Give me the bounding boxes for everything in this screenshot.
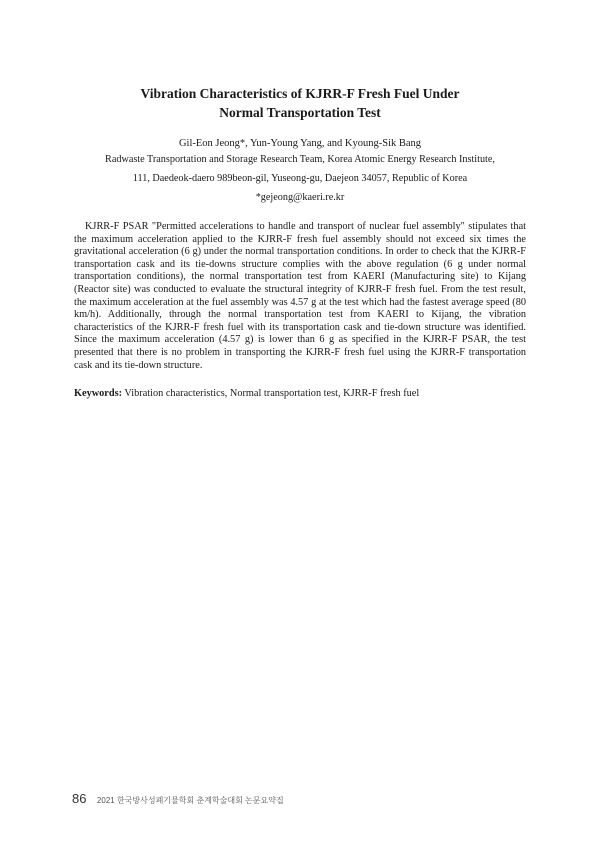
title-line-1: Vibration Characteristics of KJRR-F Fresh Fuel Under: [140, 86, 460, 101]
title-line-2: Normal Transportation Test: [219, 105, 381, 120]
keywords-label: Keywords:: [74, 388, 123, 399]
keywords-line: [74, 387, 526, 400]
author-list: Gil-Eon Jeong*, Yun-Young Yang, and Kyoung-Sik Bang: [178, 138, 422, 149]
affiliation-line-2: 111, Daedeok-daero 989beon-gil, Yuseong-gu, Daejeon 34057, Republic of Korea: [132, 173, 468, 184]
abstract-paragraph: KJRR-F PSAR "Permitted accelerations to handle and transport of nuclear fuel assembly" stipulates that the maximum acceleration applied to the KJRR-F fresh fuel assembly should not exceed six times the gravitational acceleration (6 g) under the normal transportation conditions. In order to check that the KJRR-F transportation cask and its tie-downs structure complies with the above regulation (6 g under normal transportation conditions), the normal transportation test from KAERI (Manufacturing site) to Kijang (Reactor site) was conducted to evaluate the structural integrity of KJRR-F fresh fuel. From the test result, the maximum acceleration at the fuel assembly was 4.57 g at the test which had the fastest average speed (80 km/h). Additionally, through the normal transportation test from KAERI to Kijang, the vibration characteristics of the KJRR-F fresh fuel with its transportation cask and tie-down structure was identified. Since the maximum acceleration (4.57 g) is lower than 6 g as specified in the KJRR-F PSAR, the test presented that there is no problem in transporting the KJRR-F fresh fuel using the KJRR-F transportation cask and its tie-down structure.: [74, 221, 526, 371]
affiliation-line-1: Radwaste Transportation and Storage Research Team, Korea Atomic Energy Research Institute,: [105, 154, 495, 165]
author-email: *gejeong@kaeri.re.kr: [255, 192, 345, 203]
proceedings-name: 2021 한국방사성폐기물학회 춘계학술대회 논문요약집: [96, 796, 284, 805]
paper-title: [0, 84, 600, 122]
keywords-list: Vibration characteristics, Normal transportation test, KJRR-F fresh fuel: [122, 388, 420, 399]
page-footer: [72, 790, 284, 808]
page-number: 86: [72, 791, 87, 806]
